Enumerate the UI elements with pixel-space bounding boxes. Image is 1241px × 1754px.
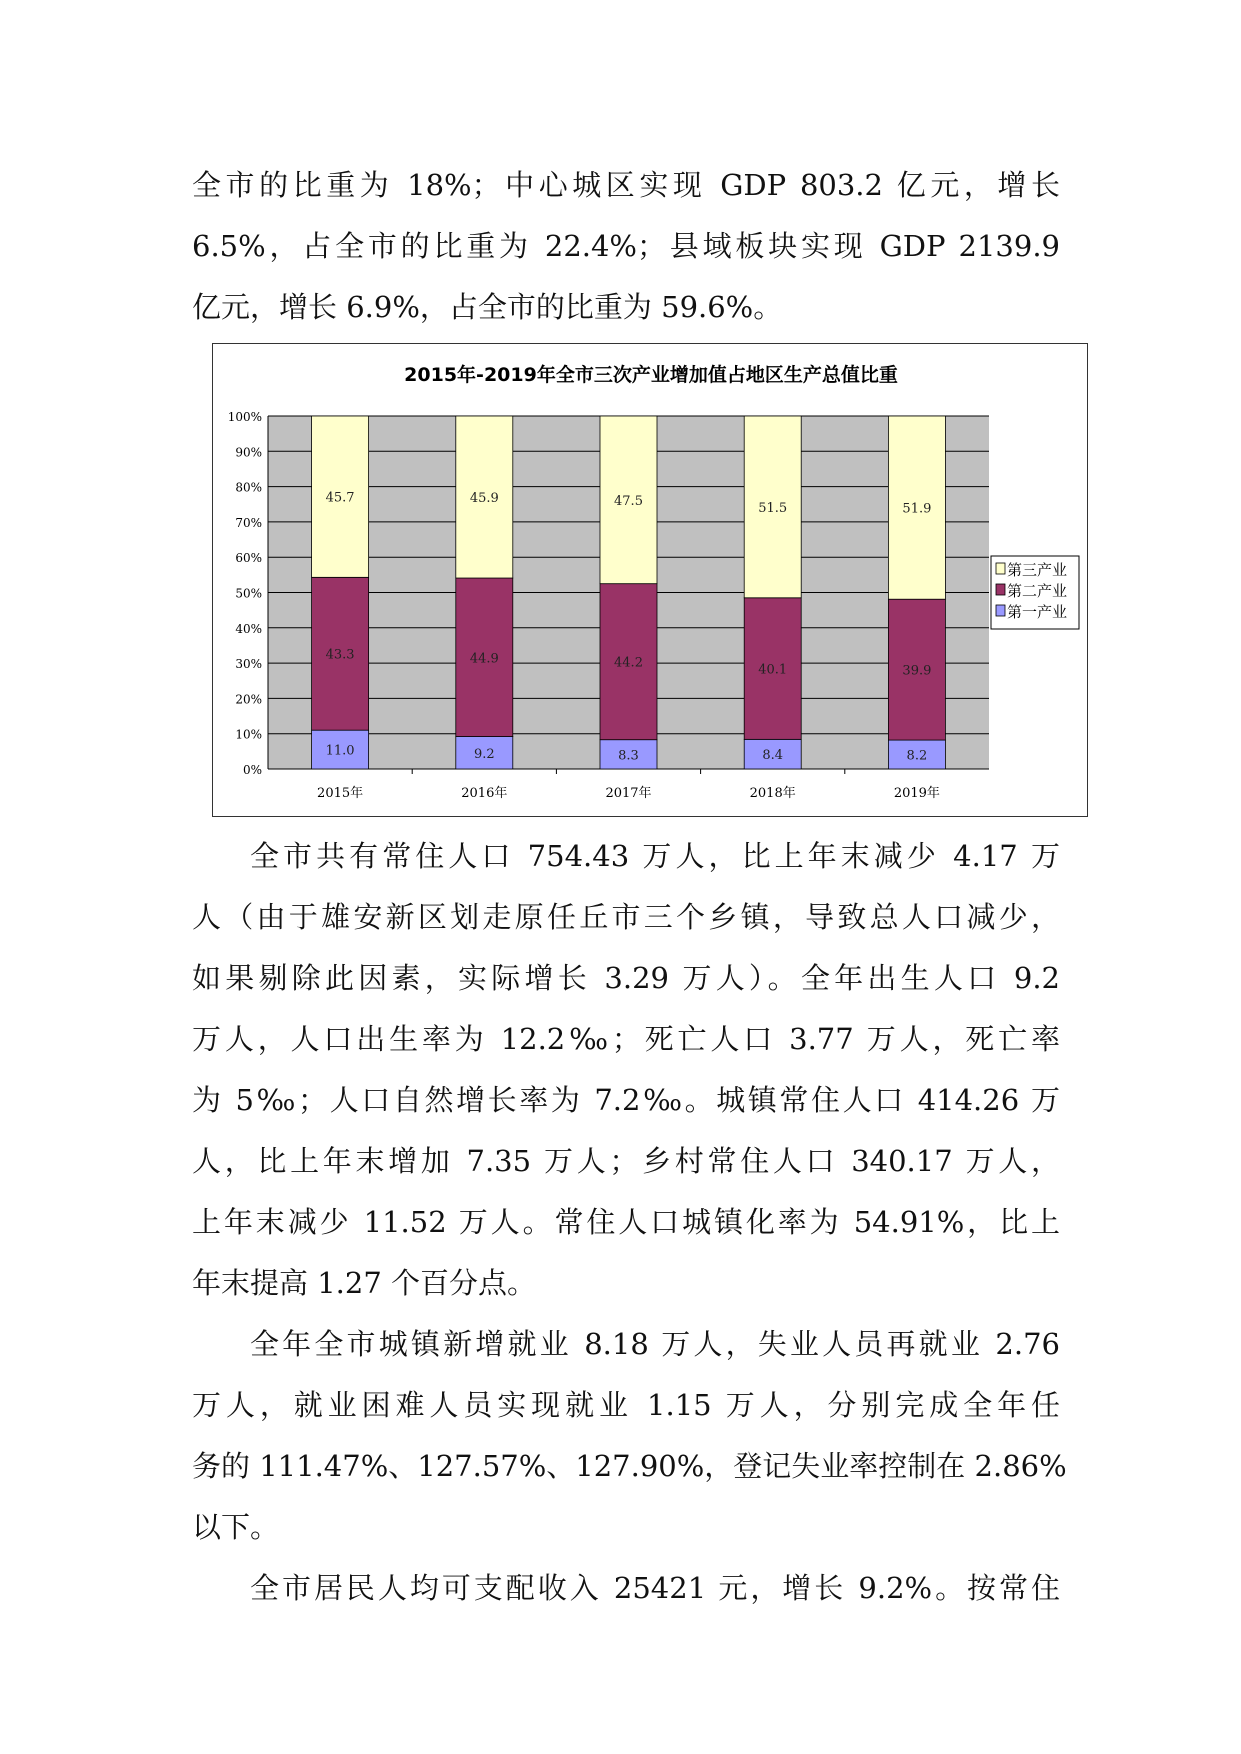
paragraph-employment	[192, 1314, 1067, 1558]
legend-swatch	[996, 605, 1005, 616]
text-line: 如果剔除此因素，实际增长 3.29 万人）。全年出生人口 9.2	[192, 961, 1060, 995]
y-tick-label: 20%	[235, 692, 262, 707]
text-line: 全市共有常住人口 754.43 万人，比上年末减少 4.17 万	[250, 839, 1060, 873]
y-tick-label: 40%	[235, 621, 262, 636]
y-tick-label: 80%	[235, 480, 262, 495]
text-line: 务的 111.47%、127.57%、127.90%，登记失业率控制在 2.86%	[192, 1449, 1067, 1483]
text-line: 全年全市城镇新增就业 8.18 万人，失业人员再就业 2.76	[250, 1327, 1060, 1361]
text-line: 全市居民人均可支配收入 25421 元，增长 9.2%。按常住	[250, 1571, 1060, 1605]
x-tick-label: 2015年	[317, 786, 364, 801]
text-line: 人（由于雄安新区划走原任丘市三个乡镇，导致总人口减少，	[192, 900, 1060, 934]
data-label: 8.3	[618, 748, 639, 764]
text-line: 为 5‰；人口自然增长率为 7.2‰。城镇常住人口 414.26 万	[192, 1083, 1060, 1117]
text-line: 亿元，增长 6.9%，占全市的比重为 59.6%。	[192, 290, 783, 324]
data-label: 51.9	[902, 501, 932, 517]
paragraph-population	[192, 826, 1060, 1314]
text-line: 万人，人口出生率为 12.2‰；死亡人口 3.77 万人，死亡率	[192, 1022, 1060, 1056]
data-label: 9.2	[473, 746, 495, 762]
y-tick-label: 100%	[227, 410, 262, 424]
text-line: 以下。	[192, 1510, 280, 1544]
legend-label: 第二产业	[1007, 582, 1068, 600]
y-tick-label: 90%	[235, 445, 262, 460]
text-line: 万人，就业困难人员实现就业 1.15 万人，分别完成全年任	[192, 1388, 1060, 1422]
data-label: 44.9	[469, 651, 499, 667]
data-label: 51.5	[758, 500, 788, 516]
data-label: 8.4	[762, 748, 784, 764]
data-label: 40.1	[758, 662, 788, 678]
legend-label: 第三产业	[1007, 561, 1068, 579]
data-label: 39.9	[902, 663, 932, 679]
data-label: 44.2	[614, 655, 643, 671]
data-label: 8.2	[906, 748, 928, 764]
x-tick-label: 2017年	[605, 786, 652, 801]
text-line: 6.5%，占全市的比重为 22.4%；县域板块实现 GDP 2139.9	[192, 229, 1060, 263]
chart-title: 2015年-2019年全市三次产业增加值占地区生产总值比重	[404, 364, 898, 386]
data-label: 45.7	[325, 490, 355, 506]
y-tick-label: 70%	[235, 515, 262, 530]
paragraph-income	[192, 1558, 1060, 1619]
industry-share-chart	[212, 343, 1088, 817]
text-line: 上年末减少 11.52 万人。常住人口城镇化率为 54.91%，比上	[192, 1205, 1060, 1239]
data-label: 45.9	[469, 491, 499, 507]
text-line: 全市的比重为 18%；中心城区实现 GDP 803.2 亿元，增长	[192, 168, 1060, 202]
data-label: 11.0	[325, 743, 355, 759]
paragraph-gdp-share	[192, 155, 1060, 338]
data-label: 43.3	[325, 647, 355, 663]
y-tick-label: 30%	[235, 657, 262, 672]
legend-label: 第一产业	[1007, 603, 1068, 621]
legend-swatch	[996, 584, 1005, 595]
data-label: 47.5	[614, 493, 643, 509]
x-tick-label: 2018年	[749, 786, 796, 801]
y-tick-label: 10%	[235, 727, 262, 742]
legend-swatch	[996, 563, 1005, 574]
x-tick-label: 2016年	[461, 786, 508, 801]
y-tick-label: 0%	[242, 763, 262, 777]
y-tick-label: 50%	[235, 586, 262, 601]
y-tick-label: 60%	[235, 551, 262, 566]
x-tick-label: 2019年	[893, 786, 940, 801]
text-line: 人，比上年末增加 7.35 万人；乡村常住人口 340.17 万人，	[192, 1144, 1060, 1178]
text-line: 年末提高 1.27 个百分点。	[192, 1266, 537, 1300]
chart-canvas	[213, 344, 1089, 818]
